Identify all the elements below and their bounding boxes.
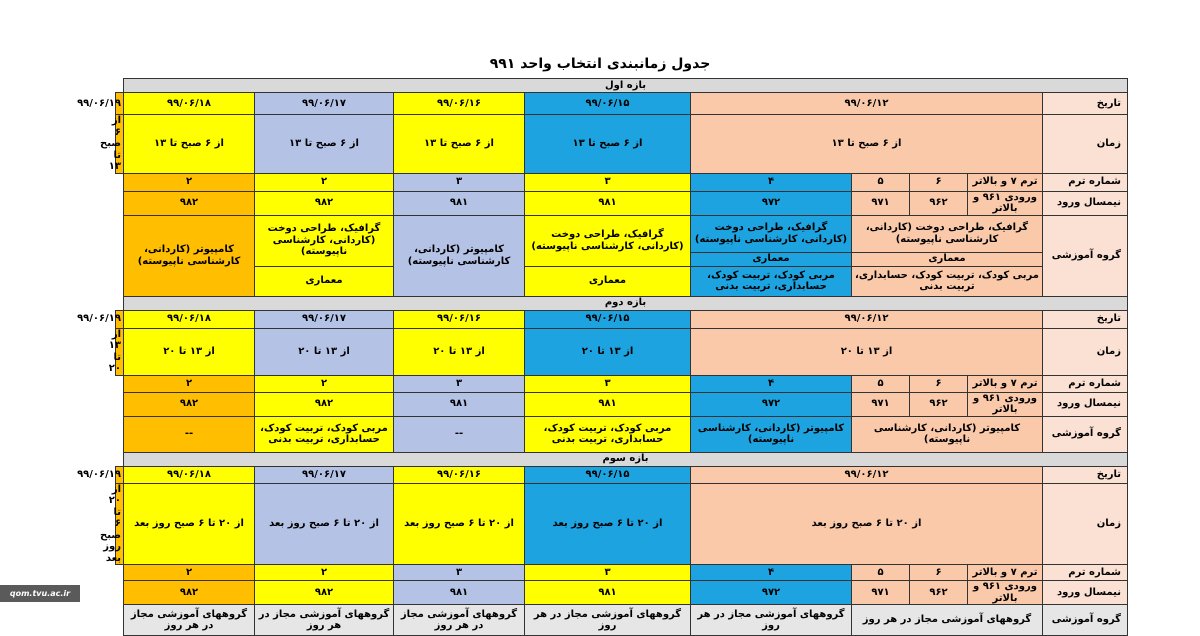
time-cell: از ۲۰ تا ۶ صبح روز بعد [525, 483, 691, 565]
date-cell: ۹۹/۰۶/۱۶ [394, 466, 525, 483]
entry-cell: ۹۸۲ [255, 581, 394, 605]
entry-row [116, 392, 1128, 416]
period-label: بازه اول [124, 79, 1128, 93]
entry-cell: ۹۷۱ [852, 191, 910, 215]
date-cell: ۹۹/۰۶/۱۹ [116, 93, 124, 115]
term-cell: ۴ [691, 565, 852, 581]
term-row [116, 375, 1128, 392]
group-cell: گرافیک، طراحی دوخت (کاردانی، کارشناسی ناپیوسته) [255, 215, 394, 266]
row-label-term: شماره ترم [1043, 375, 1128, 392]
time-cell: از ۲۰ تا ۶ صبح روز بعد [124, 483, 255, 565]
group-row [116, 266, 1128, 296]
entry-cell: ۹۸۱ [525, 392, 691, 416]
date-cell: ۹۹/۰۶/۱۸ [124, 93, 255, 115]
date-cell: ۹۹/۰۶/۱۲ [691, 310, 1043, 328]
term-cell: ترم ۷ و بالاتر [968, 375, 1043, 392]
period-header-row [116, 296, 1128, 310]
row-label-term: شماره ترم [1043, 565, 1128, 581]
entry-cell: ورودی ۹۶۱ و بالاتر [968, 191, 1043, 215]
time-cell: از ۱۳ تا ۲۰ [691, 328, 1043, 375]
row-label-date: تاریخ [1043, 310, 1128, 328]
group-cell: گروههای آموزشی مجاز در هر روز [394, 605, 525, 636]
time-cell: از ۱۳ تا ۲۰ [394, 328, 525, 375]
date-cell: ۹۹/۰۶/۱۵ [525, 466, 691, 483]
row-label-group: گروه آموزشی [1043, 605, 1128, 636]
date-cell: ۹۹/۰۶/۱۹ [116, 310, 124, 328]
term-cell: ۵ [852, 173, 910, 191]
term-cell: ترم ۷ و بالاتر [968, 173, 1043, 191]
group-cell: -- [394, 416, 525, 452]
time-cell: از ۱۳ تا ۲۰ [124, 328, 255, 375]
date-cell: ۹۹/۰۶/۱۵ [525, 310, 691, 328]
group-row [116, 605, 1128, 636]
entry-cell: ۹۶۲ [910, 191, 968, 215]
page-title: جدول زمانبندی انتخاب واحد ۹۹۱ [489, 56, 711, 72]
schedule-table [77, 78, 1128, 636]
entry-cell: ۹۸۲ [124, 392, 255, 416]
group-row [116, 215, 1128, 252]
term-cell: ۲ [124, 375, 255, 392]
date-cell: ۹۹/۰۶/۱۲ [691, 466, 1043, 483]
entry-cell: ۹۶۲ [910, 392, 968, 416]
group-cell: گروههای آموزشی مجاز در هر روز [852, 605, 1043, 636]
row-label-group: گروه آموزشی [1043, 215, 1128, 296]
time-cell: از ۶ صبح تا ۱۳ [394, 115, 525, 174]
term-cell: ۳ [394, 565, 525, 581]
entry-cell: ۹۸۱ [394, 392, 525, 416]
row-label-time: زمان [1043, 115, 1128, 174]
period-header-row [116, 79, 1128, 93]
entry-cell: ۹۷۲ [691, 191, 852, 215]
term-cell: ۶ [910, 173, 968, 191]
group-cell: کامپیوتر (کاردانی، کارشناسی ناپیوسته) [124, 215, 255, 296]
time-cell: از ۲۰ تا ۶ صبح روز بعد [394, 483, 525, 565]
time-cell: از ۲۰ تا ۶ صبح روز بعد [255, 483, 394, 565]
term-cell: ۲ [255, 375, 394, 392]
row-label-time: زمان [1043, 328, 1128, 375]
group-cell: معماری [255, 266, 394, 296]
term-cell: ۲ [255, 173, 394, 191]
date-cell: ۹۹/۰۶/۱۷ [255, 310, 394, 328]
term-cell: ۲ [255, 565, 394, 581]
term-cell: ۳ [394, 173, 525, 191]
time-cell: از ۲۰ تا ۶ صبح روز بعد [691, 483, 1043, 565]
group-cell: مربی کودک، تربیت کودک، حسابداری، تربیت بدنی [255, 416, 394, 452]
period-label: بازه دوم [124, 296, 1128, 310]
time-cell: از ۶ صبح تا ۱۳ [525, 115, 691, 174]
group-cell: گرافیک، طراحی دوخت (کاردانی، کارشناسی ناپیوسته) [525, 215, 691, 266]
group-cell: معماری [852, 252, 1043, 266]
entry-cell: ۹۷۲ [691, 392, 852, 416]
term-cell: ۳ [525, 173, 691, 191]
time-cell: از ۱۳ تا ۲۰ [255, 328, 394, 375]
date-cell: ۹۹/۰۶/۱۵ [525, 93, 691, 115]
time-cell: از ۶ صبح تا ۱۳ [124, 115, 255, 174]
term-cell: ۵ [852, 565, 910, 581]
group-cell: گروههای آموزشی مجاز در هر روز [525, 605, 691, 636]
date-cell: ۹۹/۰۶/۱۶ [394, 310, 525, 328]
time-row [116, 483, 1128, 565]
entry-cell: ۹۸۲ [255, 191, 394, 215]
group-cell: مربی کودک، تربیت کودک، حسابداری، تربیت بدنی [852, 266, 1043, 296]
group-cell: مربی کودک، تربیت کودک، حسابداری، تربیت بدنی [691, 266, 852, 296]
group-cell: گرافیک، طراحی دوخت (کاردانی، کارشناسی ناپیوسته) [852, 215, 1043, 252]
term-cell: ۳ [394, 375, 525, 392]
time-row [116, 115, 1128, 174]
entry-cell: ۹۸۱ [394, 581, 525, 605]
term-row [116, 173, 1128, 191]
date-row [116, 466, 1128, 483]
time-cell: از ۶ صبح تا ۱۳ [255, 115, 394, 174]
term-cell: ۳ [525, 375, 691, 392]
date-cell: ۹۹/۰۶/۱۷ [255, 466, 394, 483]
row-label-entry: نیمسال ورود [1043, 581, 1128, 605]
group-cell: کامپیوتر (کاردانی، کارشناسی ناپیوسته) [691, 416, 852, 452]
entry-row [116, 581, 1128, 605]
time-cell: از ۶ صبح تا ۱۳ [691, 115, 1043, 174]
row-label-entry: نیمسال ورود [1043, 392, 1128, 416]
term-row [116, 565, 1128, 581]
term-cell: ۵ [852, 375, 910, 392]
group-cell: گروههای آموزشی مجاز در هر روز [124, 605, 255, 636]
group-cell: معماری [691, 252, 852, 266]
entry-cell: ۹۸۲ [255, 392, 394, 416]
time-cell: از ۲۰ تا ۶ صبح روز بعد [116, 483, 124, 565]
group-cell: گرافیک، طراحی دوخت (کاردانی، کارشناسی ناپیوسته) [691, 215, 852, 252]
term-cell: ۴ [691, 375, 852, 392]
time-row [116, 328, 1128, 375]
term-cell: ۶ [910, 565, 968, 581]
entry-cell: ۹۸۲ [124, 191, 255, 215]
entry-cell: ۹۷۱ [852, 392, 910, 416]
entry-cell: ۹۷۱ [852, 581, 910, 605]
group-cell: گروههای آموزشی مجاز در هر روز [691, 605, 852, 636]
group-cell: مربی کودک، تربیت کودک، حسابداری، تربیت بدنی [525, 416, 691, 452]
entry-cell: ورودی ۹۶۱ و بالاتر [968, 581, 1043, 605]
term-cell: ۲ [124, 173, 255, 191]
date-cell: ۹۹/۰۶/۱۸ [124, 310, 255, 328]
group-cell: کامپیوتر (کاردانی، کارشناسی ناپیوسته) [394, 215, 525, 296]
entry-cell: ورودی ۹۶۱ و بالاتر [968, 392, 1043, 416]
entry-cell: ۹۷۲ [691, 581, 852, 605]
term-cell: ۳ [525, 565, 691, 581]
group-cell: -- [124, 416, 255, 452]
entry-cell: ۹۸۱ [525, 191, 691, 215]
row-label-group: گروه آموزشی [1043, 416, 1128, 452]
time-cell: از ۱۳ تا ۲۰ [525, 328, 691, 375]
term-cell: ترم ۷ و بالاتر [968, 565, 1043, 581]
entry-row [116, 191, 1128, 215]
term-cell: ۲ [124, 565, 255, 581]
row-label-date: تاریخ [1043, 93, 1128, 115]
date-cell: ۹۹/۰۶/۱۸ [124, 466, 255, 483]
group-row [116, 416, 1128, 452]
time-cell: از ۱۳ تا ۲۰ [116, 328, 124, 375]
date-cell: ۹۹/۰۶/۱۶ [394, 93, 525, 115]
group-cell: گروههای آموزشی مجاز در هر روز [255, 605, 394, 636]
date-cell: ۹۹/۰۶/۱۹ [116, 466, 124, 483]
time-cell: از ۶ صبح تا ۱۳ [116, 115, 124, 174]
date-cell: ۹۹/۰۶/۱۲ [691, 93, 1043, 115]
row-label-time: زمان [1043, 483, 1128, 565]
entry-cell: ۹۸۱ [525, 581, 691, 605]
group-cell: کامپیوتر (کاردانی، کارشناسی ناپیوسته) [852, 416, 1043, 452]
period-label: بازه سوم [124, 452, 1128, 466]
entry-cell: ۹۸۲ [124, 581, 255, 605]
entry-cell: ۹۸۱ [394, 191, 525, 215]
date-row [116, 93, 1128, 115]
entry-cell: ۹۶۲ [910, 581, 968, 605]
date-row [116, 310, 1128, 328]
period-header-row [116, 452, 1128, 466]
row-label-date: تاریخ [1043, 466, 1128, 483]
term-cell: ۶ [910, 375, 968, 392]
group-cell: معماری [525, 266, 691, 296]
term-cell: ۴ [691, 173, 852, 191]
date-cell: ۹۹/۰۶/۱۷ [255, 93, 394, 115]
row-label-term: شماره ترم [1043, 173, 1128, 191]
row-label-entry: نیمسال ورود [1043, 191, 1128, 215]
site-logo: qom.tvu.ac.ir [0, 585, 80, 602]
